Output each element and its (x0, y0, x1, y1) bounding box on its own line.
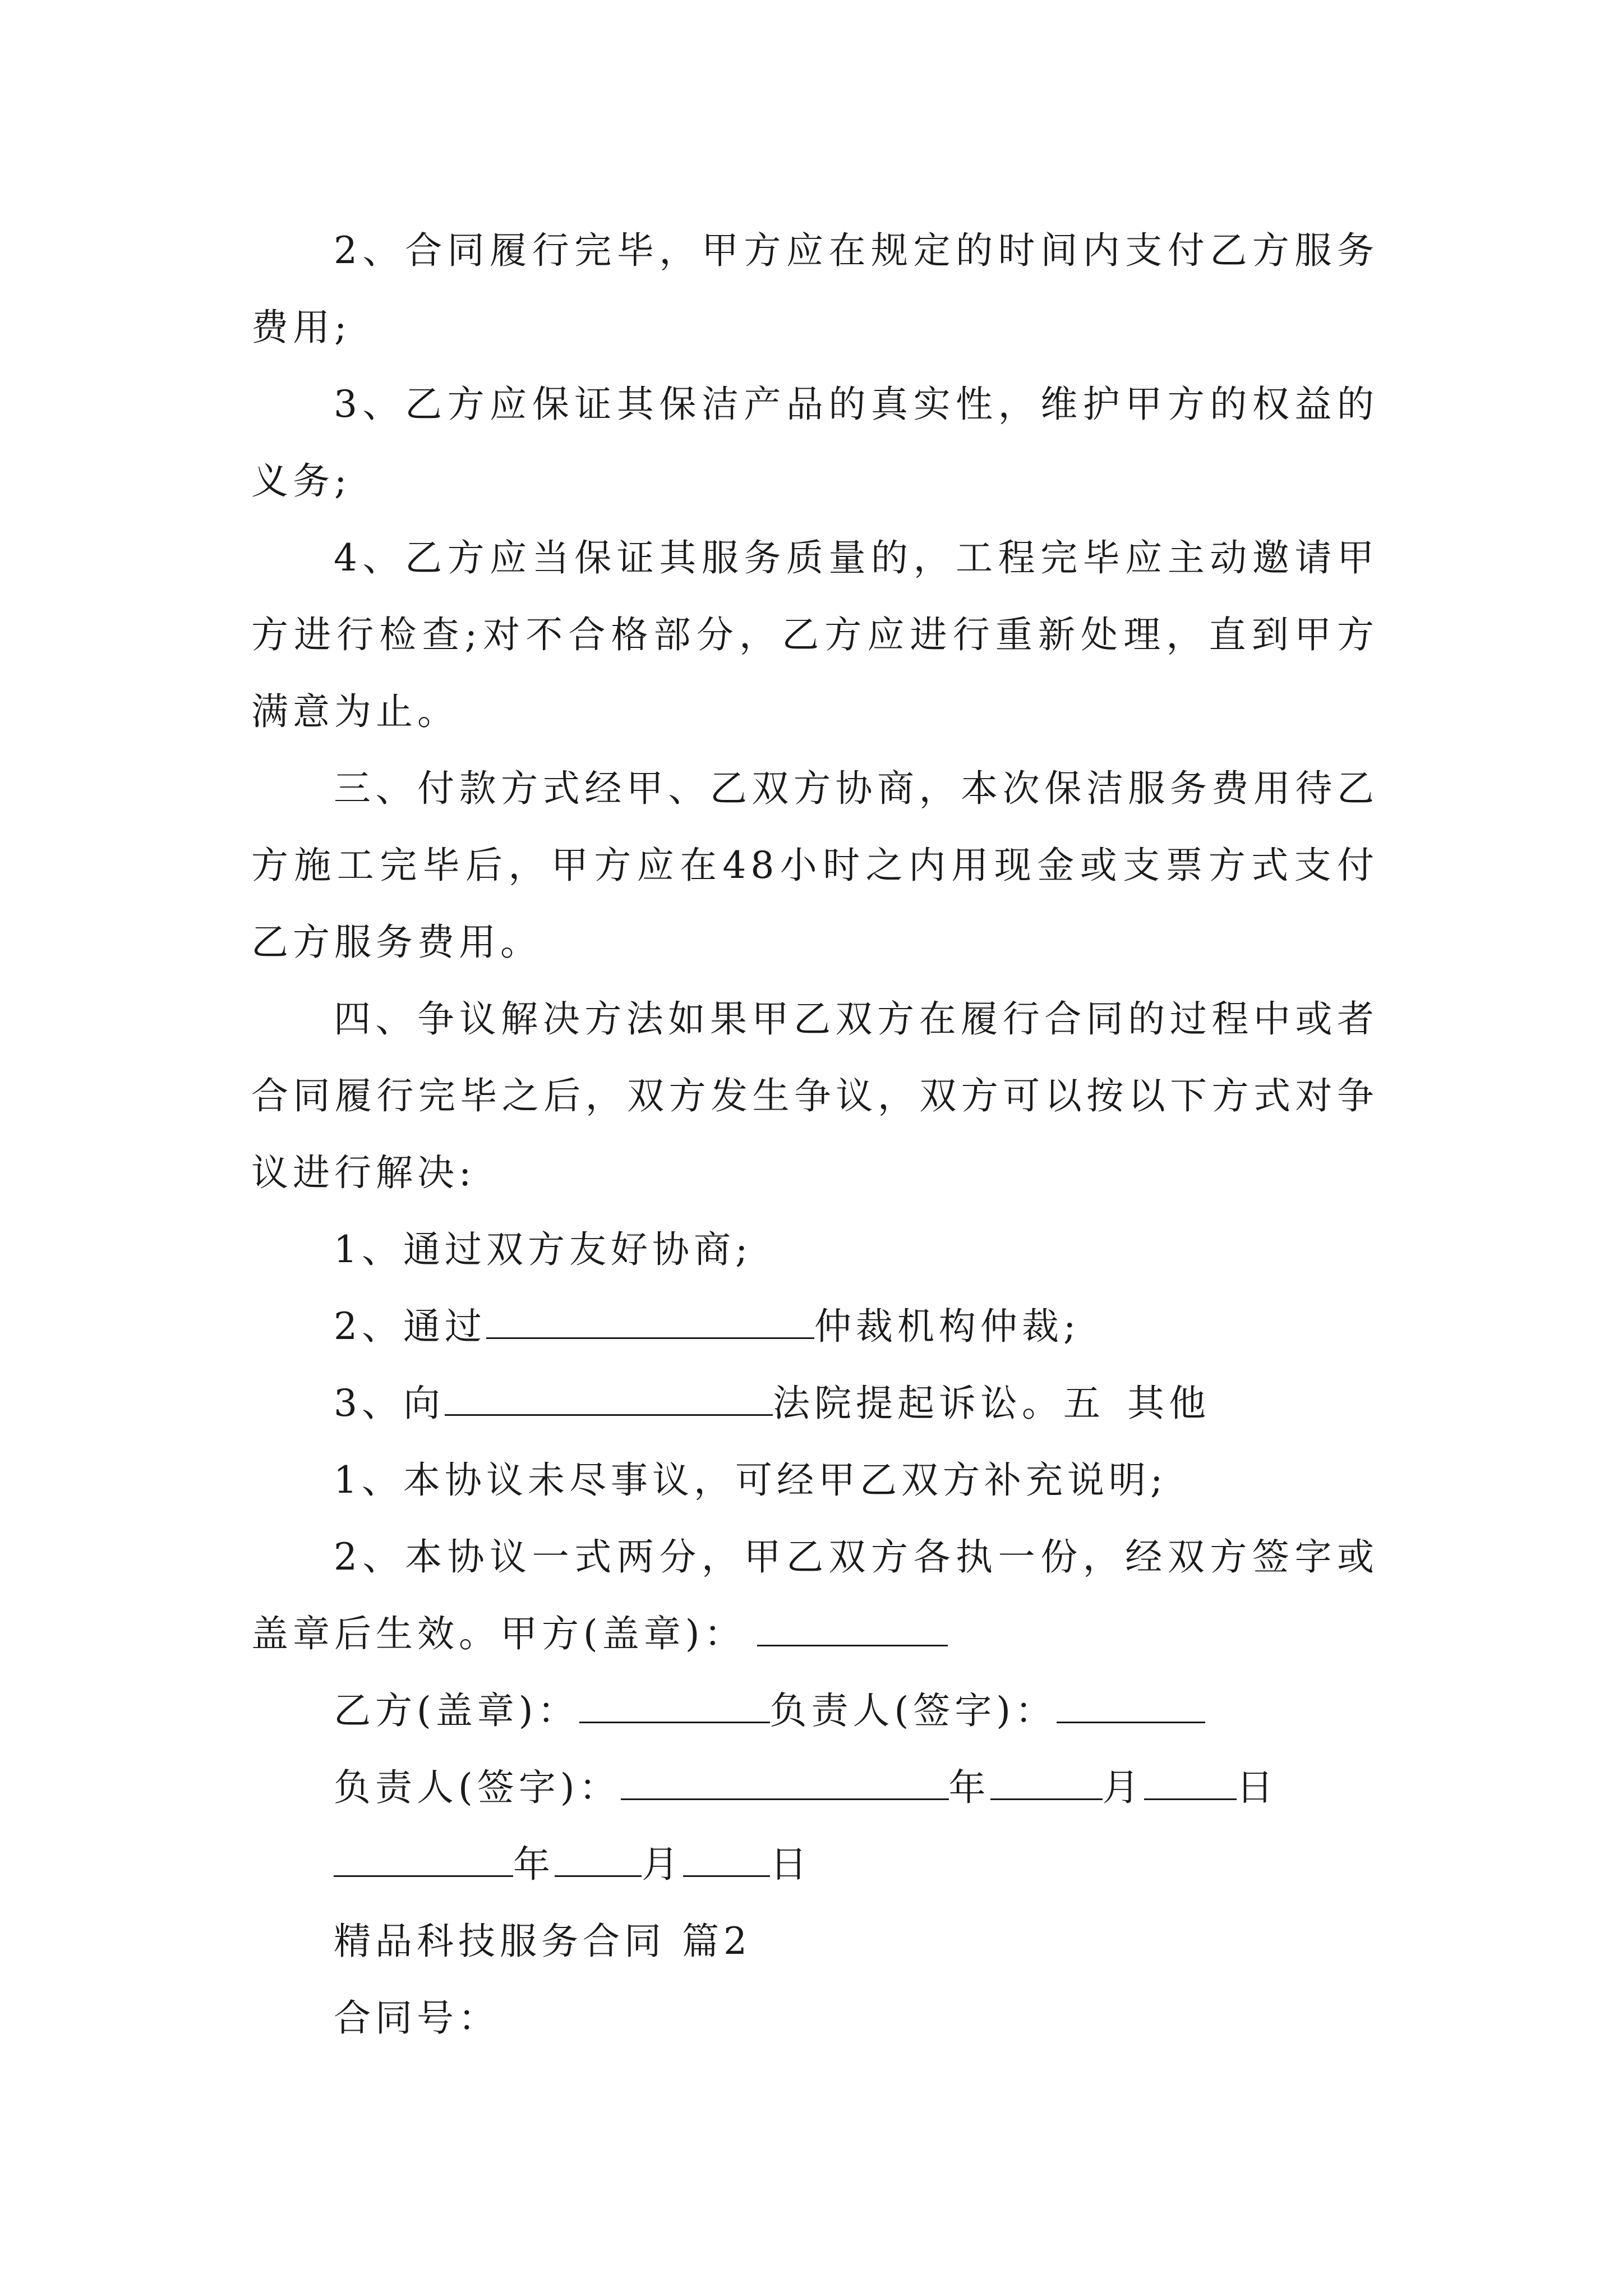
sign-year-label: 年 (948, 1766, 990, 1809)
court-prefix: 3、向 (334, 1382, 445, 1425)
dispute-option-arbitration (251, 1288, 1378, 1365)
other-clause-2-text: 2、本协议一式两分，甲乙双方各执一份，经双方签字或盖章后生效。甲方(盖章)： (251, 1535, 1378, 1655)
section-dispute-resolution: 四、争议解决方法如果甲乙双方在履行合同的过程中或者合同履行完毕之后，双方发生争议，双方可以按以下方式对争议进行解决: (251, 997, 1378, 1194)
signer-blank (621, 1765, 949, 1800)
date-day-label: 日 (770, 1843, 811, 1886)
party-b-person-label: 负责人(签字)： (769, 1689, 1057, 1732)
court-blank (445, 1381, 773, 1416)
party-b-line (251, 1672, 1378, 1749)
other-clause-2 (251, 1519, 1378, 1672)
sign-day-blank (1144, 1765, 1237, 1800)
dispute-option-court (251, 1365, 1378, 1442)
document-body (251, 212, 1378, 2056)
other-clause-1: 1、本协议未尽事议，可经甲乙双方补充说明; (334, 1458, 1168, 1502)
party-b-seal-label: 乙方(盖章)： (334, 1689, 579, 1732)
arbitration-blank (486, 1304, 814, 1339)
date-month-blank (555, 1842, 642, 1877)
clause-4-quality: 4、乙方应当保证其服务质量的，工程完毕应主动邀请甲方进行检查;对不合格部分，乙方应进行重新处理，直到甲方满意为止。 (251, 536, 1378, 733)
clause-3-authenticity: 3、乙方应保证其保洁产品的真实性，维护甲方的权益的义务; (251, 383, 1378, 503)
clause-2-payment: 2、合同履行完毕，甲方应在规定的时间内支付乙方服务费用; (251, 229, 1378, 349)
date-line (251, 1826, 1378, 1903)
party-b-seal-blank (579, 1688, 770, 1723)
date-year-label: 年 (513, 1843, 555, 1886)
arbitration-suffix: 仲裁机构仲裁; (814, 1305, 1081, 1348)
party-b-person-blank (1057, 1688, 1205, 1723)
section-other-title: 其他 (1127, 1382, 1210, 1425)
sign-month-label: 月 (1102, 1766, 1144, 1809)
section-payment-method: 三、付款方式经甲、乙双方协商，本次保洁服务费用待乙方施工完毕后，甲方应在48小时之内用现金或支票方式支付乙方服务费用。 (251, 767, 1378, 964)
party-a-seal-blank (757, 1611, 948, 1646)
contract-number-label: 合同号： (334, 1996, 500, 2040)
signature-date-line (251, 1749, 1378, 1826)
arbitration-prefix: 2、通过 (334, 1305, 486, 1348)
sign-day-label: 日 (1236, 1766, 1278, 1809)
court-suffix: 法院提起诉讼。五 (773, 1382, 1105, 1425)
signer-label: 负责人(签字)： (334, 1766, 621, 1809)
date-day-blank (683, 1842, 770, 1877)
sign-month-blank (990, 1765, 1103, 1800)
section-title: 精品科技服务合同 篇2 (334, 1920, 751, 1963)
date-month-label: 月 (642, 1843, 683, 1886)
dispute-option-negotiation: 1、通过双方友好协商; (334, 1228, 753, 1271)
date-year-blank (334, 1842, 513, 1877)
